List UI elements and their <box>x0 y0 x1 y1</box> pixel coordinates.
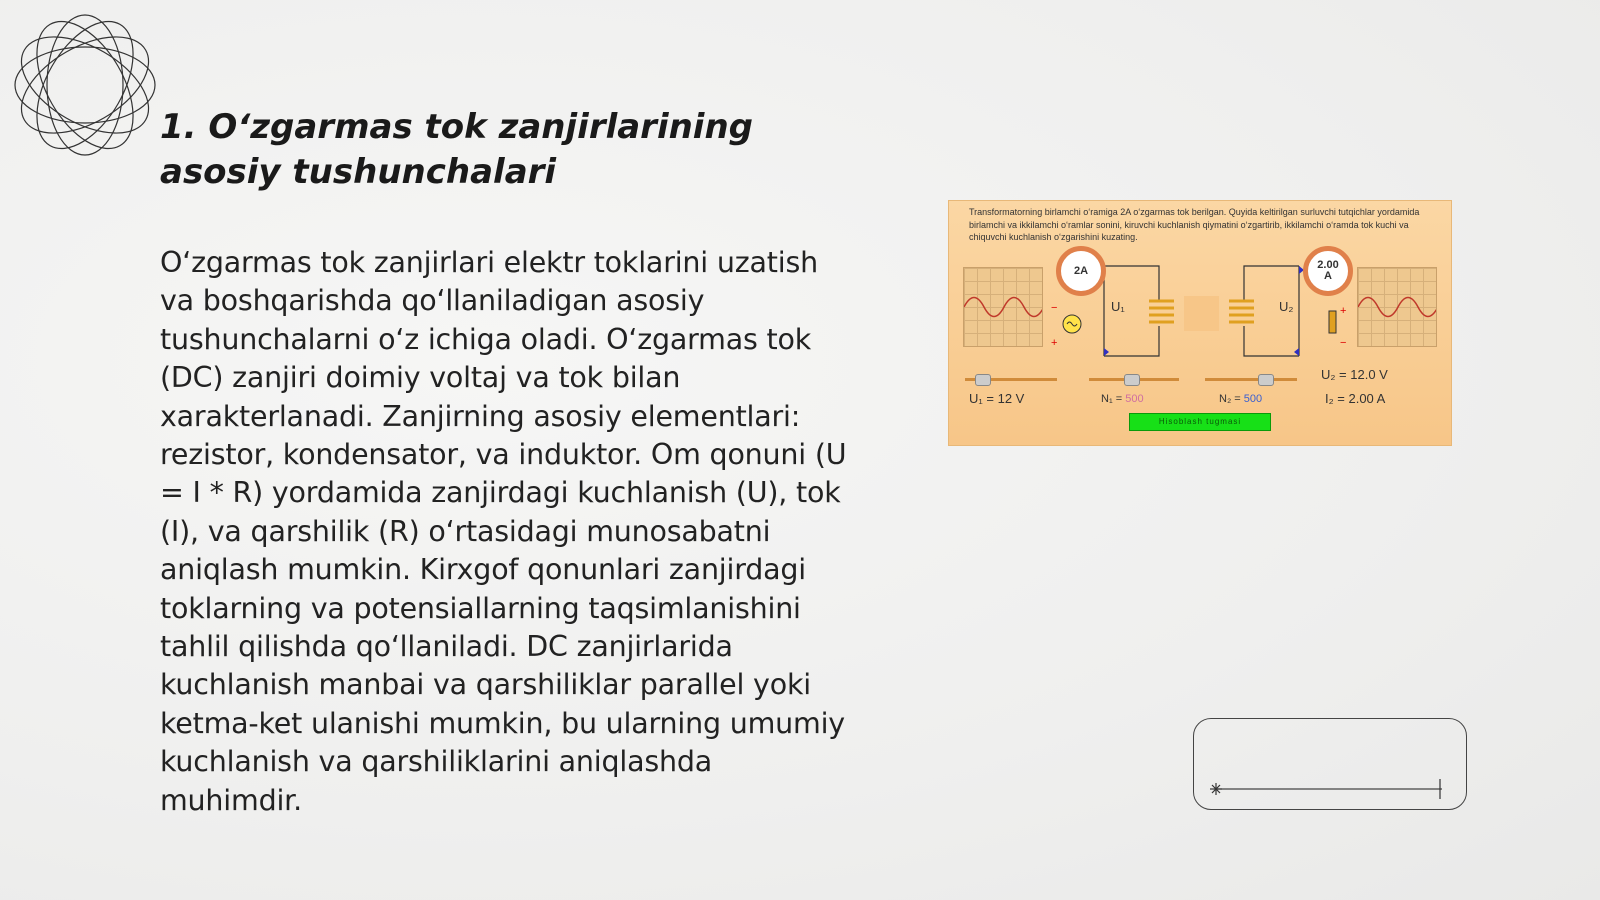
n1-readout-value: 500 <box>1125 393 1144 405</box>
svg-text:+: + <box>1340 305 1347 317</box>
input-oscilloscope <box>963 267 1043 347</box>
secondary-ammeter-unit: A <box>1324 270 1332 282</box>
u1-readout <box>969 391 1024 406</box>
u1-readout-prefix: U₁ = <box>969 391 994 406</box>
output-oscilloscope <box>1357 267 1437 347</box>
calculate-button[interactable]: Hisoblash tugmasi <box>1129 413 1271 431</box>
n2-readout-value: 500 <box>1243 393 1263 405</box>
u2-readout: U₂ = 12.0 V <box>1321 367 1388 382</box>
svg-text:−: − <box>1340 337 1347 349</box>
transformer-simulation-image <box>948 200 1452 446</box>
decorative-rounded-frame <box>1193 718 1467 810</box>
secondary-ammeter-value: 2.00 <box>1317 259 1339 271</box>
decorative-line-icon <box>1194 719 1466 809</box>
svg-text:+: + <box>1051 337 1058 349</box>
u1-readout-value: 12 V <box>997 391 1025 406</box>
n1-readout-prefix: N₁ = <box>1101 393 1123 405</box>
n2-readout <box>1219 393 1262 405</box>
slide-title: 1. O‘zgarmas tok zanjirlarining asosiy tushunchalari <box>160 107 754 192</box>
n1-readout <box>1101 393 1144 405</box>
svg-text:−: − <box>1051 302 1058 314</box>
n2-slider-knob[interactable] <box>1258 374 1274 386</box>
u2-coil-label: U₂ <box>1279 299 1294 314</box>
decorative-logo-icon <box>10 10 160 160</box>
u1-slider-knob[interactable] <box>975 374 991 386</box>
n2-readout-prefix: N₂ = <box>1219 393 1241 405</box>
i2-readout: I₂ = 2.00 A <box>1325 391 1386 406</box>
primary-ammeter-value: 2A <box>1073 264 1089 277</box>
n2-slider-track[interactable] <box>1205 378 1297 381</box>
n1-slider-knob[interactable] <box>1124 374 1140 386</box>
primary-ammeter <box>1056 246 1106 296</box>
slide-body-text: O‘zgarmas tok zanjirlari elektr toklarini uzatish va boshqarishda qo‘llaniladigan asosiy tushunchalarni o‘z ichiga oladi. O‘zgarmas tok (DC) zanjiri doimiy voltaj va tok bilan xarakterlanadi. Zanjirning asosiy elementlari: rezistor, kondensator, va induktor. Om qonuni (U = I * R) yordamida zanjirdagi kuchlanish (U), tok (I), va qarshilik (R) o‘rtasidagi munosabatni aniqlash mumkin. Kirxgof qonunlari zanjirdagi toklarning va potensiallarning taqsimlanishini tahlil qilishda qo‘llaniladi. DC zanjirlarida kuchlanish manbai va qarshiliklar parallel yoki ketma-ket ulanishi mumkin, bu ularning umumiy kuchlanish va qarshiliklarini aniqlashda muhimdir. <box>160 246 847 817</box>
secondary-ammeter <box>1303 246 1353 296</box>
u1-coil-label: U₁ <box>1111 299 1125 314</box>
simulation-description: Transformatorning birlamchi o‘ramiga 2A o‘zgarmas tok berilgan. Quyida keltirilgan surluvchi tutqichlar yordamida birlamchi va ikkilamchi o‘ramlar sonini, kiruvchi kuchlanish qiymatini o‘zgartirib, ikkilamchi o‘ramda tok kuchi va chiquvchi kuchlanish o‘zgarishini kuzating. <box>969 207 1420 242</box>
